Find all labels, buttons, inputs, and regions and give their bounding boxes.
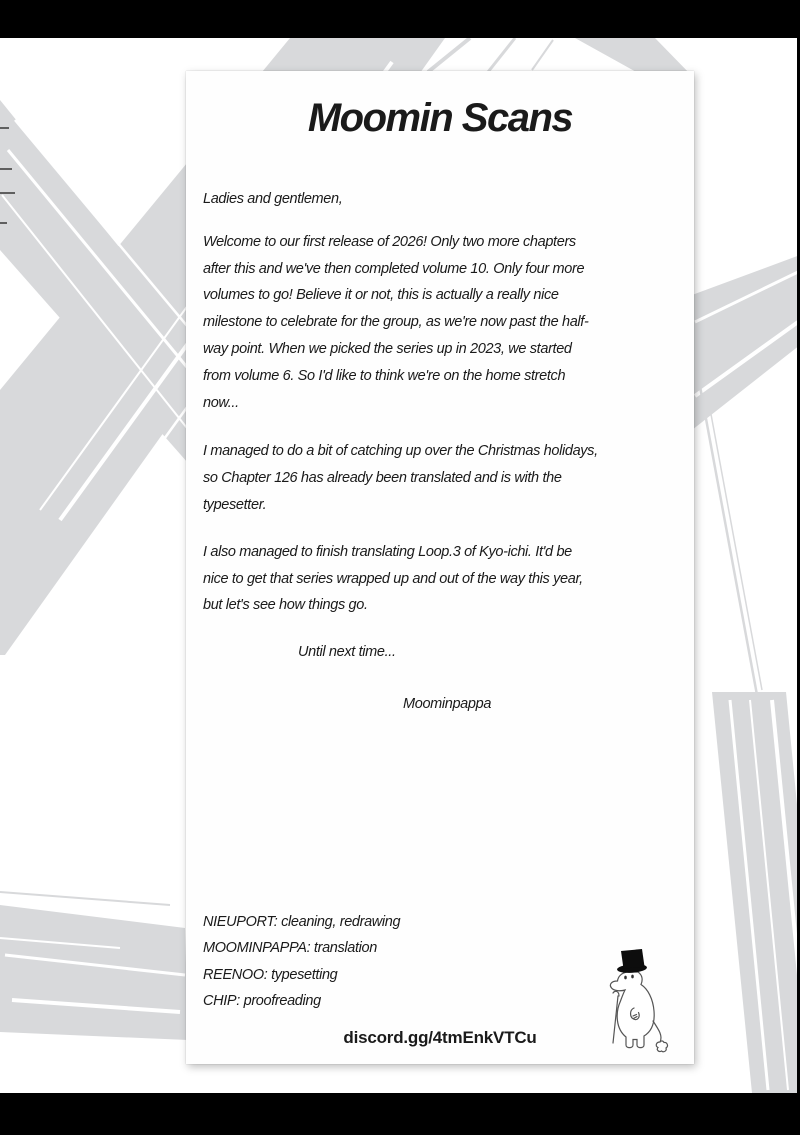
letter-line: nice to get that series wrapped up and out of the way this year, (203, 570, 583, 587)
salutation: Ladies and gentlemen, (203, 191, 343, 207)
paragraph (203, 229, 677, 417)
moominpappa-illustration (603, 939, 671, 1059)
letter-body (203, 186, 677, 718)
letter-line: after this and we've then completed volume 10. Only four more (203, 260, 585, 277)
signature: Moominpappa (403, 695, 492, 712)
signoff: Until next time... (298, 644, 396, 661)
letter-line: but let's see how things go. (203, 597, 368, 614)
letter-line: I managed to do a bit of catching up over the Christmas holidays, (203, 443, 598, 460)
letter-line: now... (203, 394, 239, 411)
discord-invite-link[interactable]: discord.gg/4tmEnkVTCu (343, 1028, 537, 1047)
letter-line: typesetter. (203, 496, 267, 513)
letter-line: way point. When we picked the series up in 2023, we started (203, 340, 572, 357)
letter-line: I also managed to finish translating Loop.3 of Kyo-ichi. It'd be (203, 543, 572, 560)
paragraph (203, 438, 677, 518)
credit-line: CHIP: proofreading (203, 992, 321, 1009)
paragraph (203, 539, 677, 619)
credit-line: REENOO: typesetting (203, 966, 338, 983)
page-title: Moomin Scans (307, 96, 573, 140)
letter-line: Welcome to our first release of 2026! Only two more chapters (203, 233, 576, 250)
letter-line: volumes to go! Believe it or not, this is actually a really nice (203, 287, 559, 304)
letter-line: from volume 6. So I'd like to think we're on the home stretch (203, 367, 566, 384)
credit-line: MOOMINPAPPA: translation (203, 940, 377, 957)
bottom-black-bar (0, 1093, 800, 1135)
credit-line: NIEUPORT: cleaning, redrawing (203, 914, 401, 930)
letter-card (186, 71, 694, 1064)
top-black-bar (0, 0, 800, 38)
letter-line: milestone to celebrate for the group, as we're now past the half- (203, 314, 589, 331)
credits-list (203, 909, 400, 1014)
letter-line: so Chapter 126 has already been translated and is with the (203, 470, 562, 487)
